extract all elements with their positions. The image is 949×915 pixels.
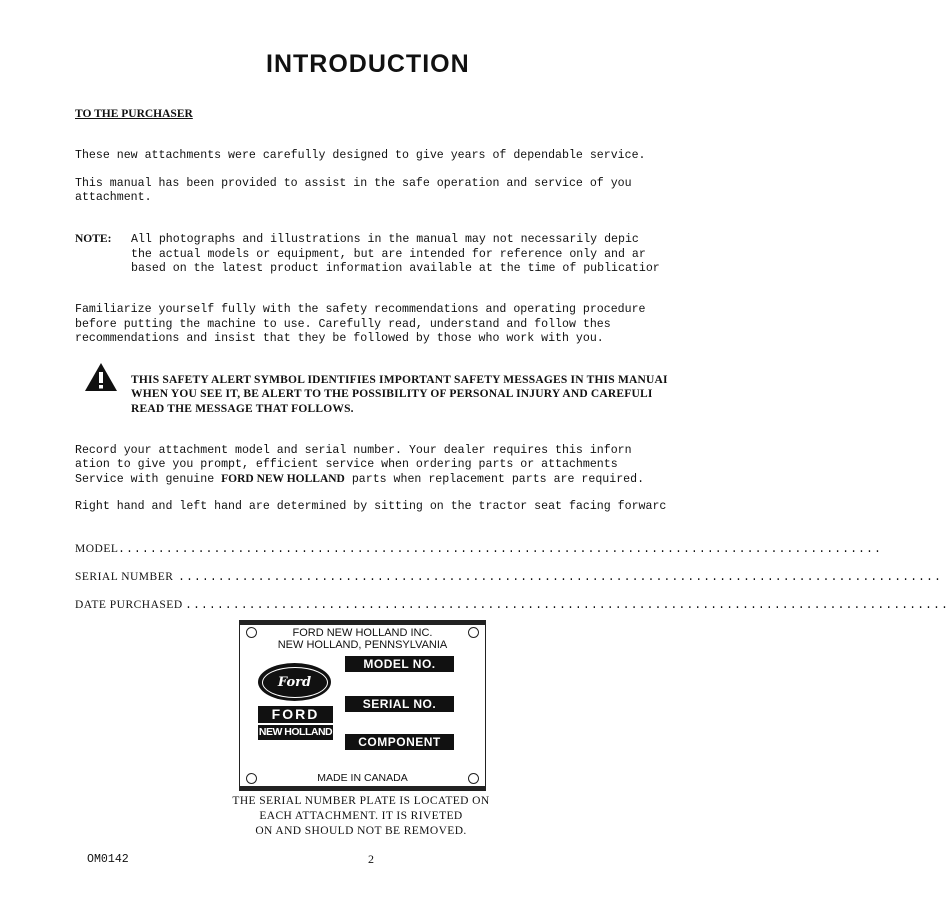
section-heading: TO THE PURCHASER xyxy=(75,108,193,120)
plate-company: FORD NEW HOLLAND INC. xyxy=(292,627,433,639)
paragraph-intro: These new attachments were carefully designed to give years of dependable service. xyxy=(75,149,646,162)
model-dotted-line: ................................................................................................ xyxy=(118,543,882,556)
note-line-1: All photographs and illustrations in the manual may not necessarily depic xyxy=(131,233,639,246)
paragraph-handedness: Right hand and left hand are determined by sitting on the tractor seat facing forwarc xyxy=(75,500,667,513)
paragraph-familiarize-line-3: recommendations and insist that they be followed by those who work with you. xyxy=(75,332,604,345)
safety-line-2: WHEN YOU SEE IT, BE ALERT TO THE POSSIBILITY OF PERSONAL INJURY AND CAREFULI xyxy=(131,388,653,400)
paragraph-record-line-3 xyxy=(75,472,654,487)
safety-line-3: READ THE MESSAGE THAT FOLLOWS. xyxy=(131,403,354,415)
paragraph-record-line-2: ation to give you prompt, efficient service when ordering parts or attachments xyxy=(75,458,618,471)
plate-top-bar xyxy=(240,621,485,625)
plate-component-field: COMPONENT xyxy=(345,734,454,750)
brand-name: FORD NEW HOLLAND xyxy=(221,473,345,485)
ford-script: Ford xyxy=(262,667,328,698)
date-purchased-dotted-line: ................................................................................................ xyxy=(185,599,949,612)
warning-triangle-icon xyxy=(84,362,118,392)
document-code: OM0142 xyxy=(87,853,129,866)
page-title: INTRODUCTION xyxy=(266,50,470,78)
paragraph-manual-line-2: attachment. xyxy=(75,191,152,204)
plate-location: NEW HOLLAND, PENNSYLVANIA xyxy=(277,639,448,651)
plate-model-field: MODEL NO. xyxy=(345,656,454,672)
note-line-2: the actual models or equipment, but are intended for reference only and ar xyxy=(131,248,646,261)
plate-caption-line-1: THE SERIAL NUMBER PLATE IS LOCATED ON xyxy=(232,795,490,807)
plate-serial-field: SERIAL NO. xyxy=(345,696,454,712)
paragraph-manual-line-1: This manual has been provided to assist in the safe operation and service of you xyxy=(75,177,632,190)
model-label: MODEL xyxy=(75,543,119,555)
ford-oval-logo-icon xyxy=(258,663,331,701)
ford-logo-text: FORD xyxy=(258,706,333,723)
paragraph-familiarize-line-2: before putting the machine to use. Carefully read, understand and follow thes xyxy=(75,318,611,331)
plate-bottom-bar xyxy=(240,786,485,790)
safety-line-1: THIS SAFETY ALERT SYMBOL IDENTIFIES IMPORTANT SAFETY MESSAGES IN THIS MANUAI xyxy=(131,374,668,386)
date-purchased-label: DATE PURCHASED xyxy=(75,599,183,611)
note-label: NOTE: xyxy=(75,233,112,245)
plate-caption-line-2: EACH ATTACHMENT. IT IS RIVETED xyxy=(259,810,463,822)
plate-caption-line-3: ON AND SHOULD NOT BE REMOVED. xyxy=(255,825,467,837)
record-line-3-post: parts when replacement parts are required. xyxy=(344,473,645,486)
record-line-3-pre: Service with genuine xyxy=(75,473,222,486)
page-number: 2 xyxy=(368,852,374,866)
paragraph-record-line-1: Record your attachment model and serial number. Your dealer requires this inforn xyxy=(75,444,632,457)
new-holland-logo-text: NEW HOLLAND xyxy=(258,726,333,738)
serial-number-label: SERIAL NUMBER xyxy=(75,571,174,583)
plate-made-in: MADE IN CANADA xyxy=(317,772,408,784)
serial-number-plate xyxy=(239,620,486,791)
note-line-3: based on the latest product information available at the time of publicatior xyxy=(131,262,660,275)
paragraph-familiarize-line-1: Familiarize yourself fully with the safety recommendations and operating procedure xyxy=(75,303,646,316)
serial-number-dotted-line: ................................................................................................ xyxy=(178,571,942,584)
